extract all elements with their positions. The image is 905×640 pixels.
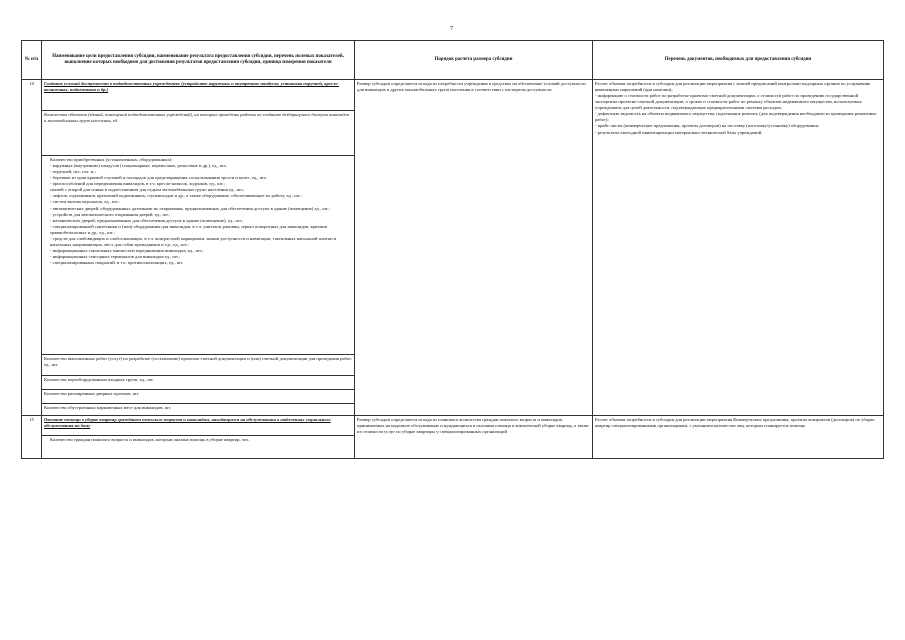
subsidy-table — [21, 40, 884, 459]
list-item: - информационных сенсорных терминалов для инвалидов ед., шт.; — [50, 254, 181, 259]
row-14-parking: Количество обустроенных парковочных мест для инвалидов, шт. — [44, 405, 172, 410]
list-item: - поручней, шт., пог. м.; — [50, 169, 96, 175]
list-item: - результаты ежегодной инвентаризации материально-технической базы учреждений. — [595, 129, 763, 135]
row-15-indicator: Количество граждан пожилого возраста и инвалидов, которым оказана помощь в уборке квартир, чел. — [50, 437, 250, 442]
list-item: скамей с опорой для спины в подлестничном для отдыха маломобильных групп населения ед., шт.; — [50, 187, 245, 193]
list-item: - лифтов, подъемников, креплений подъемников, ступеноходов и др., а также оборудование, обеспечивающее их работу, ед., шт.; — [50, 193, 302, 199]
row-14-goal-block — [42, 80, 354, 111]
table-header-row — [22, 41, 884, 80]
list-item: Количество приобретенных (установленных, оборудованных): — [50, 157, 173, 162]
header-name: Наименование цели предоставления субсидии, наименование результата предоставления субсидии, перечень полевых показателей, выполнение которых необходимо для достижения результатов предоставления субсидии, единица измерения показателя — [42, 41, 355, 80]
list-item: - специализированных покрытий, в т.ч. противоскользящих, ед., шт. — [50, 260, 184, 266]
list-item: - систем вызова персонала, ед., шт.; — [50, 199, 120, 205]
row-15-goal-block — [42, 416, 354, 436]
list-item: - автоматических дверей, оборудованных датчиками их открывания, предназначенных для обеспечения доступа в здание (помещение) ед., шт.; — [50, 205, 330, 211]
list-item: - механических дверей, предназначенных для обеспечения доступа в здание (помещение), ед., шт.; — [50, 217, 244, 223]
row-14-name-cell — [42, 80, 355, 416]
list-item: - бортиков из хрпя краевой ступеней и площадок для предотвращения соскальзывания трости и колес, ед., шт.; — [50, 175, 268, 181]
header-order: Порядок расчета размера субсидии — [355, 41, 593, 80]
row-14-goal: Создание условий доступности в подведомственных учреждениях (устройство наружных и внутренних пандусов, установка поручней, кресло-колясочных, подъемников и др.) — [44, 81, 340, 93]
list-item: - средств для слабовидящих и слабослышащих, в т.ч. контрастной маркировки, знаков доступности и навигации, тактильных напольной плитки и напольных направляющих, мест для собак-проводников и т.р., ед., шт.; — [50, 235, 337, 247]
page-number: 7 — [450, 26, 453, 32]
row-14-objects: Количество объектов (зданий, помещений подведомственных учреждений), на которых проведены работы по созданию безбарьерного доступа инвалидов и маломобильных групп населения, ед. — [42, 111, 354, 156]
table-row-14 — [22, 80, 884, 416]
list-item: - информацию о стоимости работ по разработке проектно-сметной документации, о стоимости работ по проведению государственной экспертизы проектно-сметной документации, о сроках и стоимости работ по ремонту объектов недвижимого имущества, используемых учреждением для целей деятельности, подтверждающие предварительными сметами расходов; — [595, 93, 862, 111]
row-15-name-cell — [42, 416, 355, 459]
list-item: - устройств для автоматического открывания дверей, ед., шт.; — [50, 211, 171, 217]
row-14-order: Размер субсидии определяется исходя из потребности учреждения в средствах на обеспечение условий доступности для инвалидов и других маломобильных групп населения в соответствии с паспортом доступности — [355, 80, 593, 416]
row-15-docs: Расчет объемов потребности в субсидии для реализации мероприятия Коммерческие предложения, проекты контрактов (договоров) по уборке квартир специализированными организациями, с указанием количества лиц, которым планируется помощь — [593, 416, 884, 459]
row-15-order: Размер субсидии определяется исходя из планового количества граждан пожилого возраста и инвалидов, принимаемых на надомное обслуживание и нуждающихся в оказании помощи в комплексной уборке квартир, а также из стоимости услуг по уборке квартиры у специализированных организаций — [355, 416, 593, 459]
row-15-num: 15 — [22, 416, 42, 459]
header-docs: Перечень документов, необходимых для предоставления субсидии — [593, 41, 884, 80]
row-14-items — [42, 156, 354, 355]
row-15-goal: Оказание помощи в уборке квартир гражданам пожилого возраста и инвалидам, находящимся на обслуживании в отделениях социального обслуживания на дому — [44, 417, 331, 429]
row-14-works: Количество выполненных работ (услуг) по разработке (составлению) проектно-сметной документации и (или) сметной документации для проведения работ, ед., шт. — [42, 355, 354, 376]
header-num: № п/п — [22, 41, 42, 80]
list-item: - дефектную ведомость на объекты недвижимого имущества, подлежащие ремонту (для подтверждения необходимости проведения ремонтных работ); — [595, 111, 877, 123]
list-item: Расчет объемов потребности в субсидии для реализации мероприятия с копией предписаний контрольно-надзорных органов по устранению выявленных нарушений (при наличии); — [595, 81, 871, 93]
list-item: - наружных (внутренних) пандусов (стационарные, переносные, рельсовые и др.), ед., шт.; — [50, 163, 228, 169]
row-14-num: 14 — [22, 80, 42, 416]
row-14-doors: Количество расширенных дверных проемов, шт. — [42, 390, 354, 404]
table-row-15 — [22, 416, 884, 459]
row-14-entrances: Количество переоборудованных входных групп, ед., шт. — [42, 376, 354, 390]
list-item: - специализированной сантехники и (или) оборудования для инвалидов, в т.ч. унитазов, раковин, зеркал поворотных для инвалидов, крючков травмобезопасных и др., ед., шт.; — [50, 223, 328, 235]
row-14-docs — [593, 80, 884, 416]
list-item: - информационных тактильных мнемосхем передвижения инвалидов, ед., шт.; — [50, 247, 204, 253]
list-item: - приспособлений для передвижения инвалидов, в т.ч. кресло-колясок, ходунков, ед., шт.; — [50, 181, 225, 187]
list-item: - прайс-листы (коммерческие предложения, проекты договоров) на поставку (изготовку/установку) оборудования; — [595, 123, 820, 129]
